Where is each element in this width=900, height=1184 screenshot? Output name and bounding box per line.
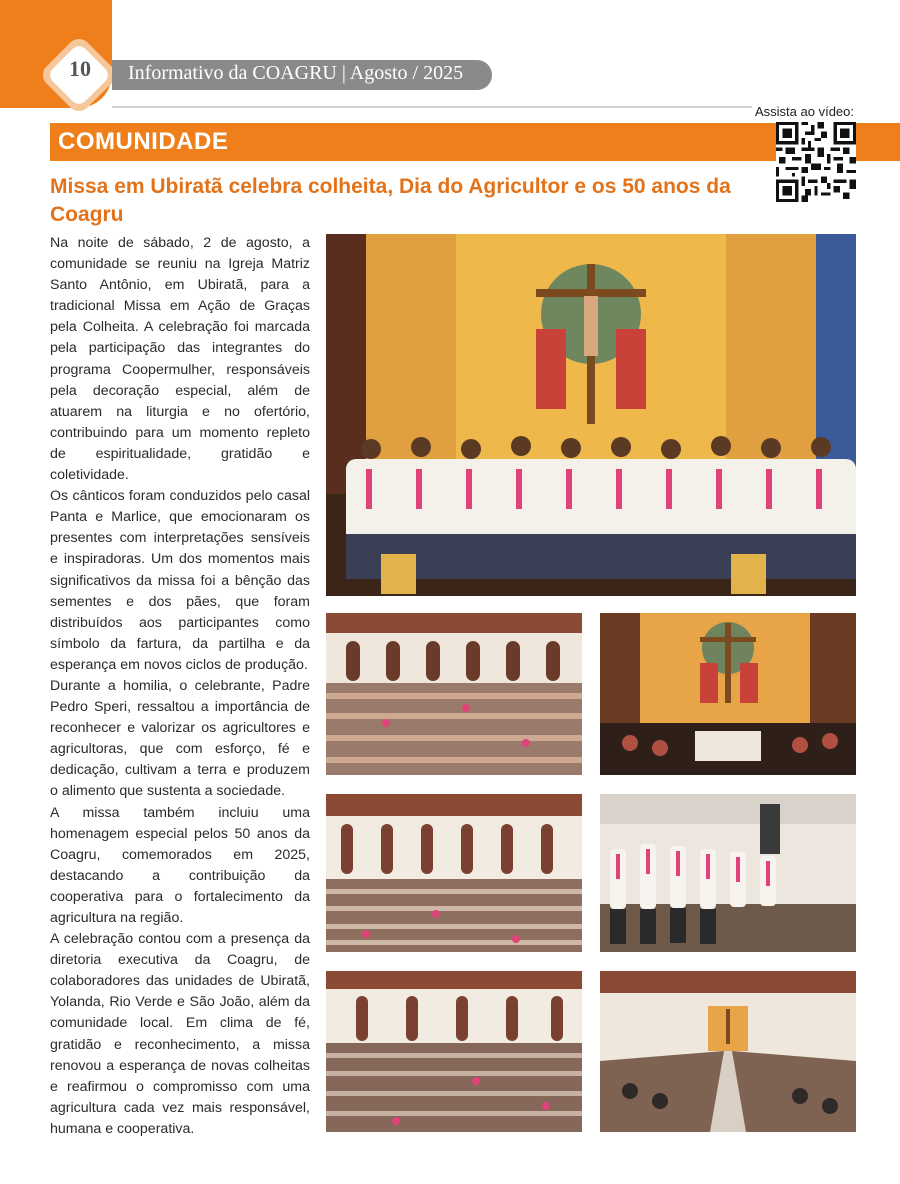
article-headline: Missa em Ubiratã celebra colheita, Dia do Agricultor e os 50 anos da Coagru	[50, 175, 731, 226]
group-photo-altar	[326, 234, 856, 596]
congregation-photo-1	[326, 613, 582, 775]
article-paragraph: Durante a homilia, o celebrante, Padre Pedro Speri, ressaltou a importância de reconhecer e valorizar os agricultores e agricultoras, que com esforço, fé e dedicação, cultivam a terra e produzem o alimento que sustenta a sociedade.	[50, 677, 310, 800]
article-paragraph: Na noite de sábado, 2 de agosto, a comunidade se reuniu na Igreja Matriz Santo Antônio, em Ubiratã, para a tradicional Missa em Ação de Graças pela Colheita. A celebração foi marcada pela participação das integrantes do programa Coopermulher, responsáveis pela decoração especial, além de atuarem na liturgia e no ofertório, contribuindo para um momento repleto de espiritualidade, gratidão e coletividade.	[50, 235, 310, 484]
page-number: 10	[69, 56, 91, 81]
congregation-photo-3	[326, 971, 582, 1132]
video-label: Assista ao vídeo:	[755, 104, 854, 119]
offertory-photo	[600, 794, 856, 952]
section-title: COMUNIDADE	[58, 128, 229, 155]
header-rule	[112, 106, 752, 108]
article-paragraph: A celebração contou com a presença da diretoria executiva da Coagru, de colaboradores das unidades de Ubiratã, Yolanda, Rio Verde e São João, além da comunidade local. Em clima de fé, gratidão e reconhecimento, a missa renovou a esperança de novas colheitas e reafirmou o compromisso com uma agricultura cada vez mais responsável, humana e cooperativa.	[50, 931, 310, 1137]
article-paragraph: A missa também incluiu uma homenagem especial pelos 50 anos da Coagru, comemorados em 2025, destacando a contribuição da cooperativa para o fortalecimento da agricultura na região.	[50, 804, 310, 926]
altar-photo	[600, 613, 856, 775]
church-aisle-photo	[600, 971, 856, 1132]
qr-code-icon[interactable]	[776, 122, 856, 202]
congregation-photo-2	[326, 794, 582, 952]
article-body	[50, 233, 310, 1140]
publication-title: Informativo da COAGRU | Agosto / 2025	[128, 62, 464, 84]
article-paragraph: Os cânticos foram conduzidos pelo casal Panta e Marlice, que emocionaram os presentes com interpretações sensíveis e inspiradoras. Um dos momentos mais significativos da missa foi a bênção das sementes e dos pães, que foram distribuídos aos participantes como símbolo da fartura, da partilha e da esperança em novos ciclos de produção.	[50, 488, 310, 673]
